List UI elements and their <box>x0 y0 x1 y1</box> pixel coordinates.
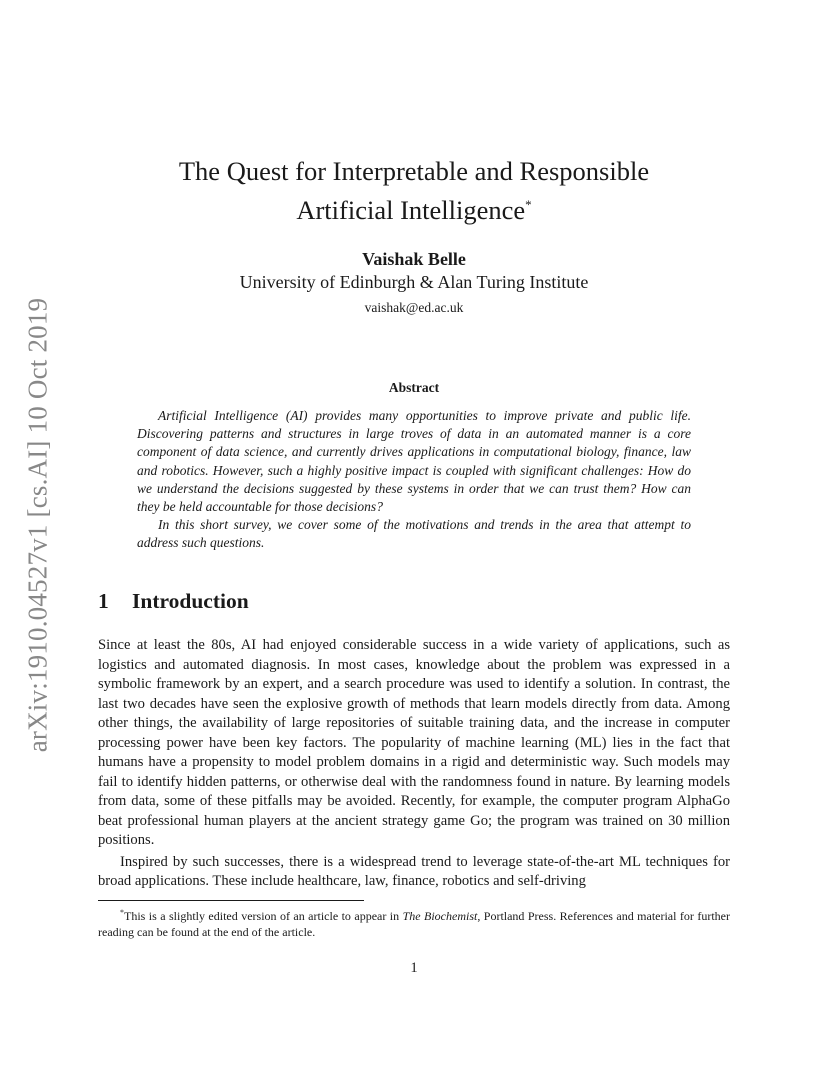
paper-title <box>100 154 728 227</box>
author-email: vaishak@ed.ac.uk <box>364 300 464 315</box>
author-affiliation: University of Edinburgh & Alan Turing Institute <box>239 272 589 292</box>
footnote <box>98 905 730 940</box>
title-line-1: The Quest for Interpretable and Responsible <box>178 156 650 186</box>
section-body <box>98 636 730 894</box>
footnote-text-before: This is a slightly edited version of an article to appear in <box>124 909 403 923</box>
abstract-paragraph-2: In this short survey, we cover some of the motivations and trends in the area that attempt to address such questions. <box>137 517 691 551</box>
section-number: 1 <box>98 589 109 613</box>
page-number: 1 <box>410 960 418 976</box>
arxiv-identifier-stamp <box>18 295 58 755</box>
footnote-text-after: , Portland Press. References and material for further reading can be found at the end of the article. <box>98 909 730 939</box>
footnote-divider <box>98 900 364 901</box>
arxiv-identifier-text: arXiv:1910.04527v1 [cs.AI] 10 Oct 2019 <box>22 297 53 753</box>
section-heading <box>98 589 249 614</box>
abstract-paragraph-1: Artificial Intelligence (AI) provides many opportunities to improve private and public life. Discovering patterns and structures in large troves of data in an automated manner is a core component of data science, and currently drives applications in computational biology, finance, law and robotics. However, such a highly positive impact is coupled with significant challenges: How do we understand the decisions suggested by these systems in order that we can trust them? How can they be held accountable for those decisions? <box>137 408 691 515</box>
title-line-2-text: Artificial Intelligence <box>296 194 526 225</box>
section-title: Introduction <box>132 589 249 613</box>
title-footnote-mark: * <box>525 197 532 212</box>
title-line-2 <box>100 188 728 227</box>
footnote-journal: The Biochemist <box>402 909 478 923</box>
body-paragraph-2: Inspired by such successes, there is a widespread trend to leverage state-of-the-art ML techniques for broad applications. These include healthcare, law, finance, robotics and self-driving <box>98 853 730 889</box>
abstract-body <box>137 407 691 553</box>
abstract-heading: Abstract <box>388 380 440 395</box>
body-paragraph-1: Since at least the 80s, AI had enjoyed considerable success in a wide variety of applications, such as logistics and automated diagnosis. In most cases, knowledge about the problem was expressed in a symbolic framework by an expert, and a search procedure was used to identify a solution. In contrast, the last two decades have seen the explosive growth of methods that learn models directly from data. Among other things, the availability of large repositories of suitable training data, and the increase in computer processing power have been key factors. The popularity of machine learning (ML) lies in the fact that humans have a propensity to model problem domains in a rigid and deterministic way. Such models may fail to identify hidden patterns, or otherwise deal with the randomness found in nature. By learning models from data, some of these pitfalls may be avoided. Recently, for example, the computer program AlphaGo beat professional human players at the ancient strategy game Go; the program was trained on 30 million positions. <box>98 637 730 848</box>
author-name: Vaishak Belle <box>362 249 466 269</box>
footnote-mark: * <box>120 908 124 917</box>
